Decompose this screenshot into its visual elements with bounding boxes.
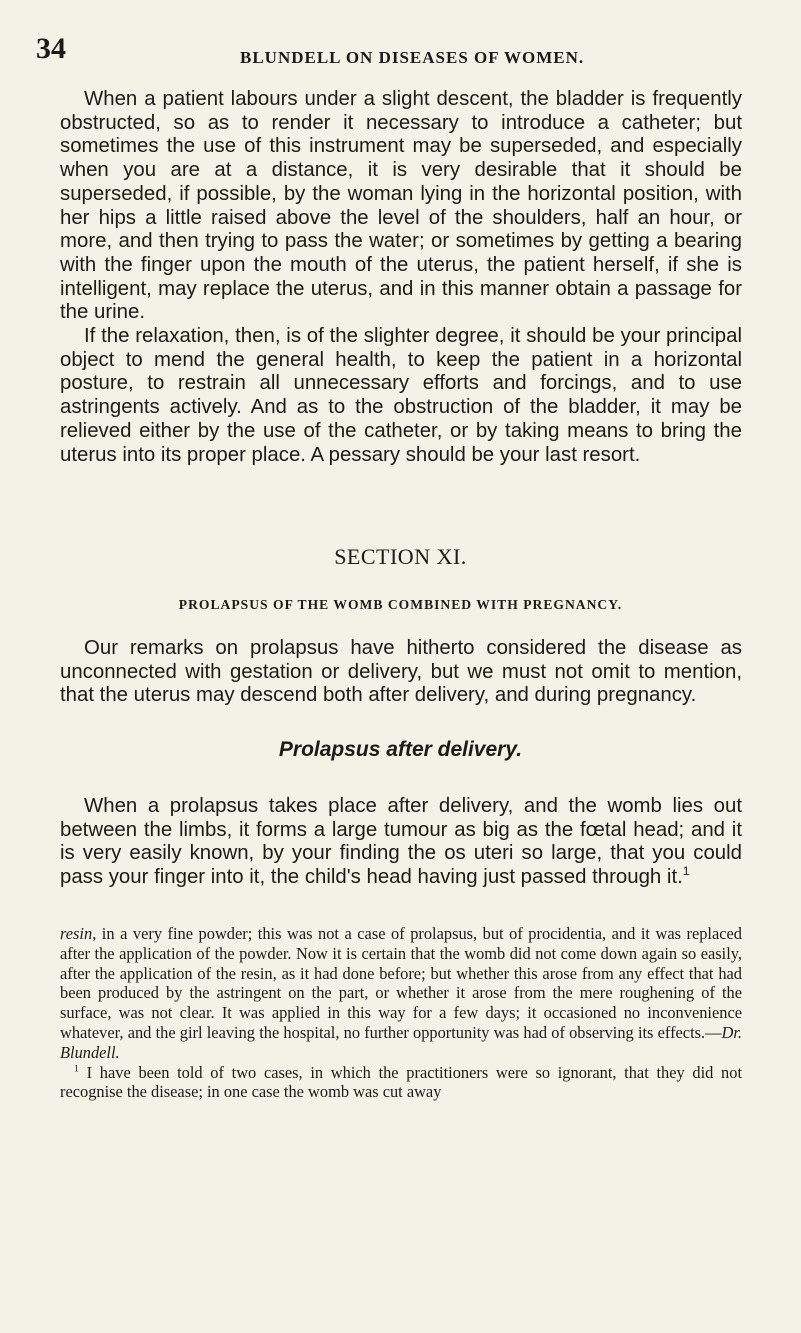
paragraph: If the relaxation, then, is of the slighter degree, it should be your principal object to mend the general health, to keep the patient in a horizontal posture, to restrain all unnecessary efforts and forcings, and to use astringents actively. And as to the obstruction of the bladder, it may be relieved either by the use of the catheter, or by taking means to bring the uterus into its proper place. A pessary should be your last resort.	[60, 325, 742, 466]
footnote-continued	[60, 924, 742, 1063]
paragraph: Our remarks on prolapsus have hitherto considered the disease as unconnected with gestation or delivery, but we must not omit to mention, that the uterus may descend both after delivery, and during pregnancy.	[60, 637, 742, 707]
footnote-text: I have been told of two cases, in which the practitioners were so ignorant, that they did not recognise the disease; in one case the womb was cut away	[60, 1062, 742, 1102]
section-title: SECTION XI.	[334, 544, 467, 569]
running-title: BLUNDELL ON DISEASES OF WOMEN.	[240, 48, 585, 67]
section-subtitle: PROLAPSUS OF THE WOMB COMBINED WITH PREGNANCY.	[178, 597, 623, 612]
subheading: Prolapsus after delivery.	[278, 738, 523, 761]
footnote-reference: 1	[682, 864, 690, 879]
paragraph: When a patient labours under a slight descent, the bladder is frequently obstructed, so as to render it necessary to introduce a catheter; but sometimes the use of this instrument may be superseded, and especially when you are at a distance, it is very desirable that it should be superseded, if possible, by the woman lying in the horizontal position, with her hips a little raised above the level of the shoulders, half an hour, or more, and then trying to pass the water; or sometimes by getting a bearing with the finger upon the mouth of the uterus, the patient herself, if she is intelligent, may replace the uterus, and in this manner obtain a passage for the urine.	[60, 88, 742, 324]
footnote-attribution: Dr. Blundell.	[60, 1022, 742, 1062]
footnotes	[60, 924, 742, 1102]
body-text-block	[60, 795, 742, 890]
body-text-block	[60, 88, 742, 467]
paragraph	[60, 795, 742, 890]
paragraph-text: When a prolapsus takes place after delivery, and the womb lies out between the limbs, it forms a large tumour as big as the fœtal head; and it is very easily known, by your finding the os uteri so large, that you could pass your finger into it, the child's head having just passed through it.	[60, 795, 742, 889]
footnote	[60, 1063, 742, 1103]
footnote-lead-word: resin	[60, 924, 93, 943]
footnote-text: , in a very fine powder; this was not a case of prolapsus, but of procidentia, and it was replaced after the application of the powder. Now it is certain that the womb did not come down again so easily, after the application of the resin, as it had done before; but whether this arose from any effect that had been produced by the astringent on the part, or whether it arose from the mere roughening of the surface, was not clear. It was applied in this way for a few days; it occasioned no inconvenience whatever, and the girl leaving the hospital, no further opportunity was had of observing its effects.—	[60, 924, 742, 1042]
body-text-block	[60, 637, 742, 708]
page-number: 34	[36, 32, 66, 65]
footnote-marker: 1	[74, 1063, 79, 1075]
